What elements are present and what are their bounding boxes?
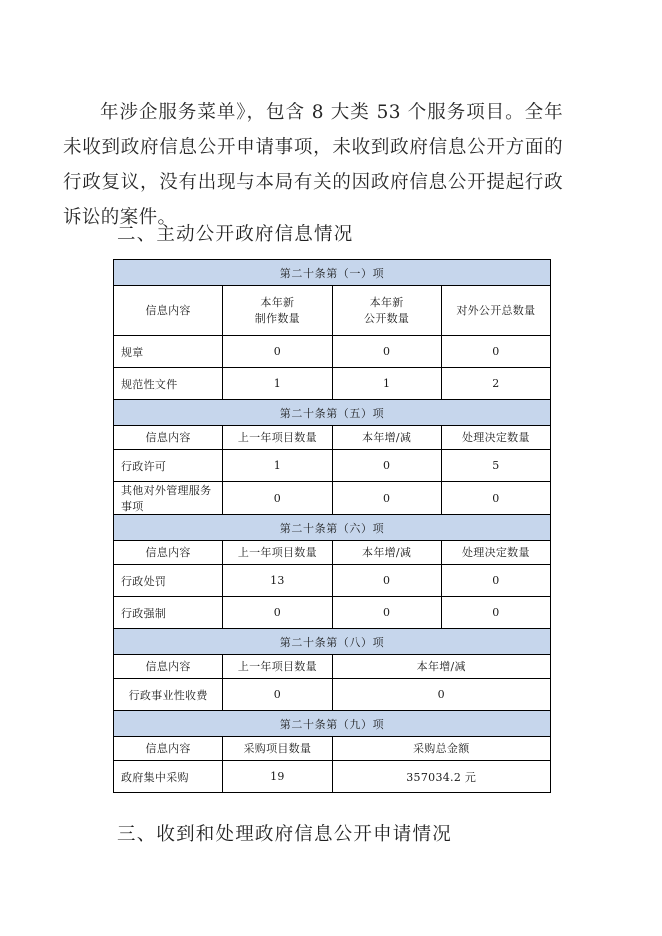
column-header-row: [114, 737, 551, 761]
column-header-info-content: 信息内容: [114, 426, 223, 450]
column-header-new-created: [223, 286, 332, 336]
report-table: [113, 259, 551, 793]
row-value: 0: [332, 482, 441, 515]
row-value: 2: [441, 368, 550, 400]
column-header-year-change: 本年增/减: [332, 426, 441, 450]
row-value: 0: [332, 565, 441, 597]
row-value: 19: [223, 761, 332, 793]
section-band-label: 第二十条第（六）项: [114, 515, 551, 541]
column-header-line-1: 本年新: [260, 295, 295, 309]
column-header-info-content: 信息内容: [114, 737, 223, 761]
column-header-decisions: 处理决定数量: [441, 541, 550, 565]
column-header-prev-year-count: 上一年项目数量: [223, 541, 332, 565]
body-paragraph: 年涉企服务菜单》，包含 8 大类 53 个服务项目。全年未收到政府信息公开申请事项，未收到政府信息公开方面的行政复议，没有出现与本局有关的因政府信息公开提起行政诉讼的案件。: [63, 101, 563, 228]
row-value: 0: [223, 336, 332, 368]
row-value: 0: [441, 336, 550, 368]
row-value: 0: [441, 597, 550, 629]
row-value: 1: [223, 450, 332, 482]
column-header-info-content: 信息内容: [114, 655, 223, 679]
section-band-label: 第二十条第（九）项: [114, 711, 551, 737]
row-value: 1: [223, 368, 332, 400]
row-value: 357034.2 元: [332, 761, 551, 793]
row-value: 0: [223, 679, 332, 711]
row-value: 0: [332, 597, 441, 629]
column-header-prev-year-count: 上一年项目数量: [223, 426, 332, 450]
column-header-row: [114, 286, 551, 336]
column-header-procurement-amount: 采购总金额: [332, 737, 551, 761]
table-row: [114, 597, 551, 629]
column-header-line-2: 制作数量: [254, 311, 300, 325]
column-header-info-content: 信息内容: [114, 286, 223, 336]
section-band-row: [114, 629, 551, 655]
row-label: 规范性文件: [114, 368, 223, 400]
row-label: 行政事业性收费: [114, 679, 223, 711]
row-label: 行政许可: [114, 450, 223, 482]
row-value: 0: [332, 679, 551, 711]
row-value: 5: [441, 450, 550, 482]
table-row: [114, 761, 551, 793]
table-row: [114, 565, 551, 597]
column-header-total-disclosed: 对外公开总数量: [441, 286, 550, 336]
section-band-row: [114, 400, 551, 426]
row-value: 0: [332, 336, 441, 368]
column-header-year-change: 本年增/减: [332, 541, 441, 565]
section-heading-3: 三、收到和处理政府信息公开申请情况: [117, 824, 452, 845]
row-value: 0: [441, 482, 550, 515]
row-value: 0: [332, 450, 441, 482]
section-band-row: [114, 711, 551, 737]
column-header-row: [114, 426, 551, 450]
column-header-procurement-count: 采购项目数量: [223, 737, 332, 761]
table-row: [114, 482, 551, 515]
row-label: 行政处罚: [114, 565, 223, 597]
row-label: 行政强制: [114, 597, 223, 629]
column-header-info-content: 信息内容: [114, 541, 223, 565]
row-value: 0: [223, 482, 332, 515]
section-band-label: 第二十条第（一）项: [114, 260, 551, 286]
column-header-row: [114, 655, 551, 679]
section-band-row: [114, 515, 551, 541]
table-row: [114, 336, 551, 368]
column-header-row: [114, 541, 551, 565]
section-band-row: [114, 260, 551, 286]
column-header-line-2: 公开数量: [364, 311, 410, 325]
column-header-decisions: 处理决定数量: [441, 426, 550, 450]
column-header-new-disclosed: [332, 286, 441, 336]
column-header-year-change: 本年增/减: [332, 655, 551, 679]
row-value: 1: [332, 368, 441, 400]
row-value: 0: [441, 565, 550, 597]
row-value: 13: [223, 565, 332, 597]
table-row: [114, 450, 551, 482]
section-heading-2: 二、主动公开政府信息情况: [117, 224, 354, 245]
row-label: 政府集中采购: [114, 761, 223, 793]
row-label: 其他对外管理服务事项: [114, 482, 223, 515]
row-value: 0: [223, 597, 332, 629]
section-band-label: 第二十条第（八）项: [114, 629, 551, 655]
table-row: [114, 679, 551, 711]
table-row: [114, 368, 551, 400]
row-label: 规章: [114, 336, 223, 368]
column-header-line-1: 本年新: [369, 295, 404, 309]
column-header-prev-year-count: 上一年项目数量: [223, 655, 332, 679]
government-information-disclosure-table: [113, 259, 551, 793]
section-band-label: 第二十条第（五）项: [114, 400, 551, 426]
